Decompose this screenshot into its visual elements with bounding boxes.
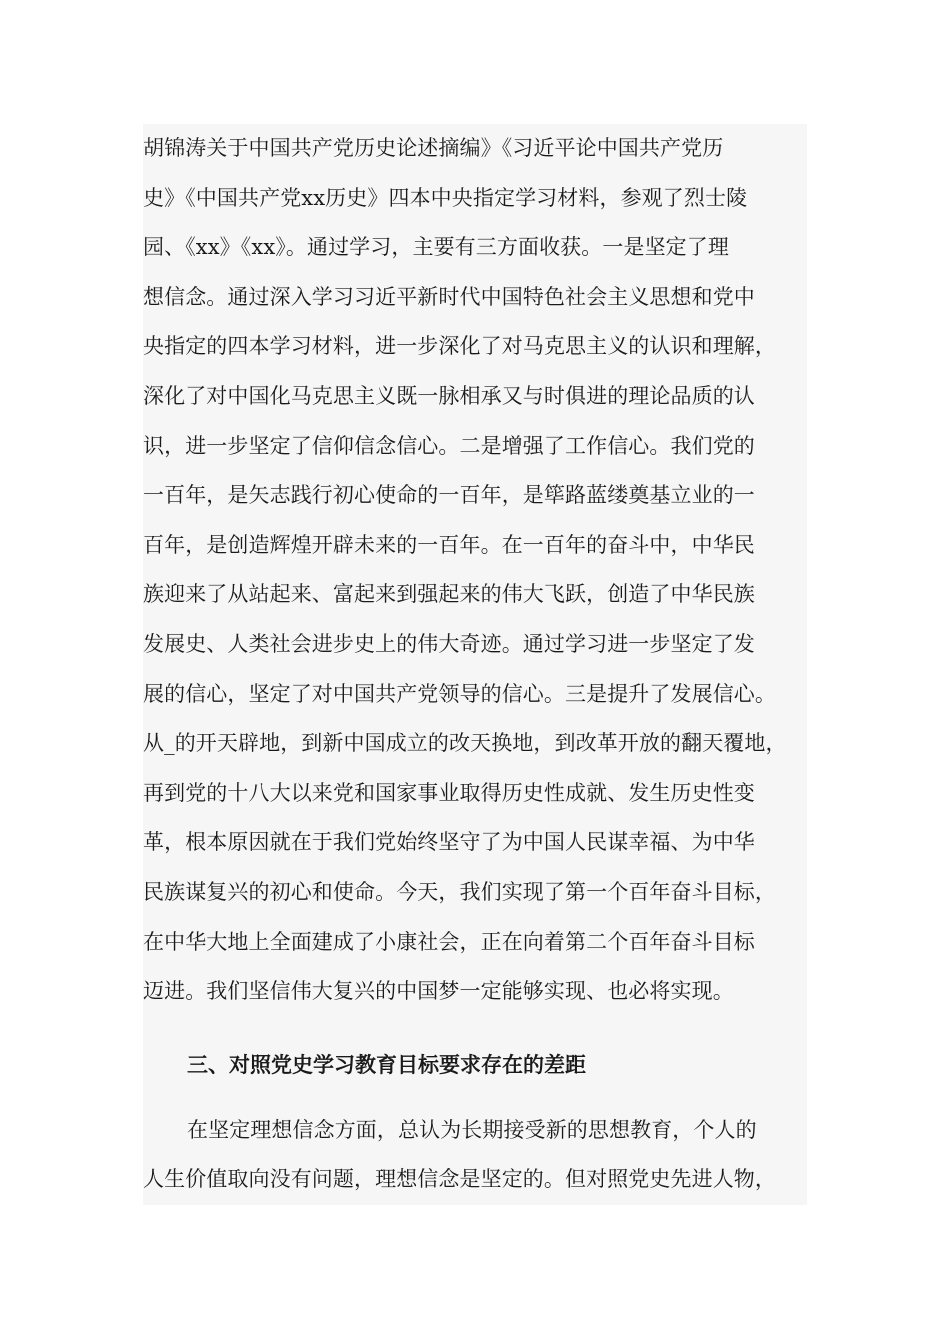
text-line: 民族谋复兴的初心和使命。今天，我们实现了第一个百年奋斗目标， xyxy=(143,868,807,918)
paragraph-gap-analysis xyxy=(143,1106,807,1205)
text-line: 再到党的十八大以来党和国家事业取得历史性成就、发生历史性变 xyxy=(143,769,807,819)
text-line: 展的信心，坚定了对中国共产党领导的信心。三是提升了发展信心。 xyxy=(143,670,807,720)
text-line: 迈进。我们坚信伟大复兴的中国梦一定能够实现、也必将实现。 xyxy=(143,967,807,1017)
text-line: 央指定的四本学习材料，进一步深化了对马克思主义的认识和理解， xyxy=(143,322,807,372)
text-line: 发展史、人类社会进步史上的伟大奇迹。通过学习进一步坚定了发 xyxy=(143,620,807,670)
text-line: 识，进一步坚定了信仰信念信心。二是增强了工作信心。我们党的 xyxy=(143,422,807,472)
text-line: 园、《xx》《xx》。通过学习，主要有三方面收获。一是坚定了理 xyxy=(143,223,807,273)
document-body xyxy=(143,124,807,1205)
text-line: 革，根本原因就在于我们党始终坚守了为中国人民谋幸福、为中华 xyxy=(143,818,807,868)
text-line: 百年，是创造辉煌开辟未来的一百年。在一百年的奋斗中，中华民 xyxy=(143,521,807,571)
text-line: 人生价值取向没有问题，理想信念是坚定的。但对照党史先进人物， xyxy=(143,1155,807,1205)
text-line: 在中华大地上全面建成了小康社会，正在向着第二个百年奋斗目标 xyxy=(143,918,807,968)
text-line: 一百年，是矢志践行初心使命的一百年，是筚路蓝缕奠基立业的一 xyxy=(143,471,807,521)
text-line: 想信念。通过深入学习习近平新时代中国特色社会主义思想和党中 xyxy=(143,273,807,323)
text-line: 族迎来了从站起来、富起来到强起来的伟大飞跃，创造了中华民族 xyxy=(143,570,807,620)
section-heading: 三、对照党史学习教育目标要求存在的差距 xyxy=(143,1017,807,1106)
text-line: 深化了对中国化马克思主义既一脉相承又与时俱进的理论品质的认 xyxy=(143,372,807,422)
paragraph-learning-gains xyxy=(143,124,807,1017)
text-line: 胡锦涛关于中国共产党历史论述摘编》《习近平论中国共产党历 xyxy=(143,124,807,174)
text-line: 史》《中国共产党xx历史》四本中央指定学习材料，参观了烈士陵 xyxy=(143,174,807,224)
text-line: 在坚定理想信念方面，总认为长期接受新的思想教育，个人的 xyxy=(143,1106,807,1156)
text-line: 从_的开天辟地，到新中国成立的改天换地，到改革开放的翻天覆地， xyxy=(143,719,807,769)
